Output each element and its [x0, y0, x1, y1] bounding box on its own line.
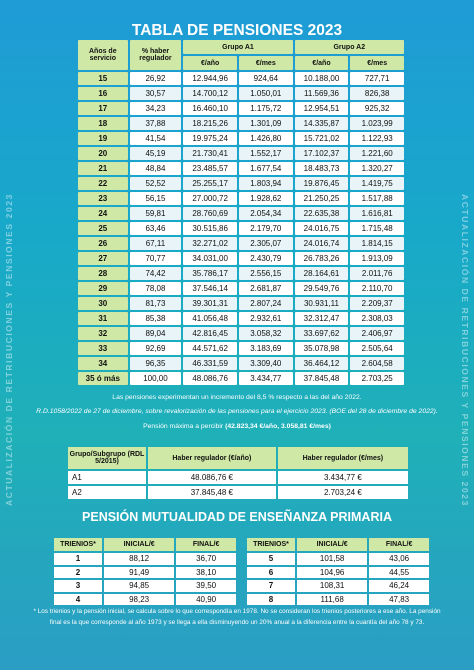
cell-trienio: 6	[247, 567, 295, 579]
cell-a2-month: 2.406,97	[350, 327, 404, 340]
cell-a2-year: 36.464,12	[295, 357, 349, 370]
header-monthly: Haber regulador (€/mes)	[278, 447, 408, 469]
cell-years: 35 ó más	[78, 372, 128, 385]
cell-percent: 85,38	[130, 312, 182, 325]
cell-years: 18	[78, 117, 128, 130]
side-banner-left: ACTUALIZACIÓN DE RETRIBUCIONES Y PENSIONES 2023	[4, 193, 14, 507]
cell-percent: 70,77	[130, 252, 182, 265]
cell-a1-month: 3.309,40	[239, 357, 293, 370]
cell-a2-month: 1.221,60	[350, 147, 404, 160]
cell-percent: 92,69	[130, 342, 182, 355]
side-banner-right: ACTUALIZACIÓN DE RETRIBUCIONES Y PENSIONES 2023	[460, 193, 470, 507]
cell-a2-month: 2.209,37	[350, 297, 404, 310]
cell-a1-month: 2.807,24	[239, 297, 293, 310]
table-row	[78, 207, 404, 220]
table-row	[78, 72, 404, 85]
cell-a1-year: 37.546,14	[183, 282, 237, 295]
cell-years: 29	[78, 282, 128, 295]
cell-a1-year: 44.571,62	[183, 342, 237, 355]
trienios-table-left	[52, 536, 238, 607]
cell-years: 20	[78, 147, 128, 160]
cell-a2-month: 2.110,70	[350, 282, 404, 295]
table-row	[78, 222, 404, 235]
cell-inicial: 101,58	[297, 553, 367, 565]
table-row	[78, 132, 404, 145]
header-group: Grupo/Subgrupo (RDL 5/2015)	[68, 447, 146, 469]
cell-final: 44,55	[369, 567, 429, 579]
table-row	[247, 553, 429, 565]
table-row	[78, 297, 404, 310]
table-row	[78, 102, 404, 115]
cell-inicial: 98,23	[104, 594, 174, 606]
cell-trienio: 7	[247, 580, 295, 592]
cell-a1-year: 34.031,00	[183, 252, 237, 265]
table-row	[78, 117, 404, 130]
cell-inicial: 91,49	[104, 567, 174, 579]
cell-a1-month: 1.552,17	[239, 147, 293, 160]
table-row	[78, 147, 404, 160]
note-max-label: Pensión máxima a percibir	[143, 423, 224, 430]
cell-a1-year: 32.271,02	[183, 237, 237, 250]
cell-yearly: 48.086,76 €	[148, 471, 276, 484]
cell-a2-month: 826,38	[350, 87, 404, 100]
table-row	[78, 342, 404, 355]
cell-a2-year: 17.102,37	[295, 147, 349, 160]
cell-a2-year: 24.016,74	[295, 237, 349, 250]
table-row	[78, 372, 404, 385]
cell-a1-year: 35.786,17	[183, 267, 237, 280]
cell-percent: 30,57	[130, 87, 182, 100]
cell-final: 39,50	[176, 580, 236, 592]
cell-final: 38,10	[176, 567, 236, 579]
cell-a2-month: 1.023,99	[350, 117, 404, 130]
cell-final: 46,24	[369, 580, 429, 592]
cell-a1-year: 19.975,24	[183, 132, 237, 145]
cell-a2-year: 33.697,62	[295, 327, 349, 340]
cell-a1-year: 46.331,59	[183, 357, 237, 370]
cell-a1-year: 12.944,96	[183, 72, 237, 85]
cell-a1-month: 1.426,80	[239, 132, 293, 145]
note-max-pension	[0, 423, 474, 430]
cell-a2-year: 30.931,11	[295, 297, 349, 310]
cell-a2-month: 1.814,15	[350, 237, 404, 250]
table-row	[78, 237, 404, 250]
cell-a1-year: 16.460,10	[183, 102, 237, 115]
regulator-table	[66, 445, 410, 501]
cell-years: 22	[78, 177, 128, 190]
cell-years: 23	[78, 192, 128, 205]
table-row	[78, 312, 404, 325]
table-row	[54, 594, 236, 606]
cell-a1-year: 25.255,17	[183, 177, 237, 190]
cell-years: 15	[78, 72, 128, 85]
cell-a2-month: 2.703,25	[350, 372, 404, 385]
cell-a1-month: 2.430,79	[239, 252, 293, 265]
cell-percent: 67,11	[130, 237, 182, 250]
cell-a2-year: 18.483,73	[295, 162, 349, 175]
cell-yearly: 37.845,48 €	[148, 486, 276, 499]
cell-a2-year: 26.783,26	[295, 252, 349, 265]
trienios-table-right	[245, 536, 431, 607]
cell-monthly: 2.703,24 €	[278, 486, 408, 499]
cell-trienio: 2	[54, 567, 102, 579]
cell-a1-year: 48.086,76	[183, 372, 237, 385]
cell-a2-year: 21.250,25	[295, 192, 349, 205]
header-years: Años de servicio	[78, 40, 128, 70]
cell-a1-month: 1.928,62	[239, 192, 293, 205]
cell-a2-month: 2.505,64	[350, 342, 404, 355]
table-row	[54, 553, 236, 565]
regulator-table-body	[68, 471, 408, 499]
cell-a1-year: 27.000,72	[183, 192, 237, 205]
cell-percent: 56,15	[130, 192, 182, 205]
cell-a1-month: 2.054,34	[239, 207, 293, 220]
table-row	[78, 87, 404, 100]
cell-a1-month: 1.803,94	[239, 177, 293, 190]
cell-a2-year: 22.635,38	[295, 207, 349, 220]
cell-inicial: 104,96	[297, 567, 367, 579]
cell-trienio: 5	[247, 553, 295, 565]
cell-a1-month: 2.179,70	[239, 222, 293, 235]
cell-a2-year: 32.312,47	[295, 312, 349, 325]
header-a2-month: €/mes	[350, 56, 404, 70]
header-a1-month: €/mes	[239, 56, 293, 70]
cell-a1-year: 41.056,48	[183, 312, 237, 325]
table-row	[78, 327, 404, 340]
cell-a1-month: 1.677,54	[239, 162, 293, 175]
cell-years: 26	[78, 237, 128, 250]
cell-final: 47,83	[369, 594, 429, 606]
table-row	[78, 162, 404, 175]
cell-a2-year: 11.569,36	[295, 87, 349, 100]
cell-a1-month: 3.434,77	[239, 372, 293, 385]
page-title: TABLA DE PENSIONES 2023	[131, 22, 343, 39]
cell-percent: 34,23	[130, 102, 182, 115]
cell-final: 43,06	[369, 553, 429, 565]
cell-inicial: 108,31	[297, 580, 367, 592]
cell-a2-month: 1.122,93	[350, 132, 404, 145]
cell-a2-month: 2.308,03	[350, 312, 404, 325]
cell-a2-month: 1.616,81	[350, 207, 404, 220]
table-row	[78, 192, 404, 205]
cell-a1-month: 2.305,07	[239, 237, 293, 250]
cell-percent: 52,52	[130, 177, 182, 190]
cell-a2-year: 24.016,75	[295, 222, 349, 235]
table-row	[68, 471, 408, 484]
cell-a2-year: 35.078,98	[295, 342, 349, 355]
header-group-a1: Grupo A1	[183, 40, 292, 54]
table-row	[68, 486, 408, 499]
cell-a2-year: 12.954,51	[295, 102, 349, 115]
table-row	[247, 567, 429, 579]
cell-a2-year: 29.549,76	[295, 282, 349, 295]
cell-a1-month: 1.050,01	[239, 87, 293, 100]
cell-a2-month: 2.011,76	[350, 267, 404, 280]
header-final: FINAL/€	[369, 538, 429, 551]
cell-years: 32	[78, 327, 128, 340]
table-row	[78, 282, 404, 295]
mutualidad-title: PENSIÓN MUTUALIDAD DE ENSEÑANZA PRIMARIA	[82, 510, 392, 524]
pension-table	[76, 38, 406, 387]
cell-group: A1	[68, 471, 146, 484]
cell-a1-year: 18.215,26	[183, 117, 237, 130]
cell-a1-year: 42.816,45	[183, 327, 237, 340]
trienios-right-body	[247, 553, 429, 605]
header-final: FINAL/€	[176, 538, 236, 551]
header-trienios: TRIENIOS*	[54, 538, 102, 551]
header-inicial: INICIAL/€	[104, 538, 174, 551]
cell-percent: 37,88	[130, 117, 182, 130]
header-yearly: Haber regulador (€/año)	[148, 447, 276, 469]
note-decree: R.D.1058/2022 de 27 de diciembre, sobre revalorización de las pensiones para el ejercicio 2023. (BOE del 28 de diciembre de 2022).	[36, 408, 438, 415]
cell-a1-month: 3.058,32	[239, 327, 293, 340]
cell-years: 25	[78, 222, 128, 235]
cell-inicial: 94,85	[104, 580, 174, 592]
footnote: * Los trienios y la pensión inicial, se calcula sobre lo que correspondía en 1978. No se consideran los trienios posteriores a ese año. La pensión final es la que corresponde al año 1973 y se llega a ella disminuyendo un 20% anual a la diferencia entre la cuantía del año 78 y 73.	[33, 608, 441, 626]
cell-a2-month: 1.913,09	[350, 252, 404, 265]
cell-years: 17	[78, 102, 128, 115]
cell-percent: 74,42	[130, 267, 182, 280]
cell-trienio: 8	[247, 594, 295, 606]
cell-percent: 26,92	[130, 72, 182, 85]
cell-percent: 89,04	[130, 327, 182, 340]
cell-percent: 78,08	[130, 282, 182, 295]
cell-percent: 96,35	[130, 357, 182, 370]
trienios-left-body	[54, 553, 236, 605]
cell-percent: 45,19	[130, 147, 182, 160]
cell-years: 19	[78, 132, 128, 145]
cell-years: 16	[78, 87, 128, 100]
cell-years: 30	[78, 297, 128, 310]
header-inicial: INICIAL/€	[297, 538, 367, 551]
note-increase: Las pensiones experimentan un incremento del 8,5 % respecto a las del año 2022.	[112, 394, 362, 401]
cell-years: 24	[78, 207, 128, 220]
cell-a2-month: 925,32	[350, 102, 404, 115]
cell-a2-year: 28.164,61	[295, 267, 349, 280]
cell-final: 40,90	[176, 594, 236, 606]
cell-inicial: 111,68	[297, 594, 367, 606]
cell-a2-month: 727,71	[350, 72, 404, 85]
cell-percent: 48,84	[130, 162, 182, 175]
cell-a1-year: 21.730,41	[183, 147, 237, 160]
cell-percent: 81,73	[130, 297, 182, 310]
cell-trienio: 4	[54, 594, 102, 606]
cell-a1-year: 23.485,57	[183, 162, 237, 175]
table-row	[247, 580, 429, 592]
cell-final: 36,70	[176, 553, 236, 565]
cell-a1-year: 39.301,31	[183, 297, 237, 310]
cell-a2-year: 15.721,02	[295, 132, 349, 145]
cell-group: A2	[68, 486, 146, 499]
cell-a2-year: 37.845,48	[295, 372, 349, 385]
header-a2-year: €/año	[295, 56, 349, 70]
cell-a1-month: 1.301,09	[239, 117, 293, 130]
cell-a1-month: 2.681,87	[239, 282, 293, 295]
cell-percent: 100,00	[130, 372, 182, 385]
cell-trienio: 3	[54, 580, 102, 592]
table-row	[54, 580, 236, 592]
table-row	[78, 177, 404, 190]
cell-a2-month: 2.604,58	[350, 357, 404, 370]
cell-a1-year: 28.760,69	[183, 207, 237, 220]
table-row	[78, 357, 404, 370]
note-max-value: (42.823,34 €/año, 3.058,81 €/mes)	[225, 423, 331, 430]
cell-years: 34	[78, 357, 128, 370]
header-group-a2: Grupo A2	[295, 40, 404, 54]
cell-a2-month: 1.715,48	[350, 222, 404, 235]
table-row	[247, 594, 429, 606]
cell-a1-month: 2.932,61	[239, 312, 293, 325]
header-trienios: TRIENIOS*	[247, 538, 295, 551]
cell-years: 28	[78, 267, 128, 280]
cell-percent: 41,54	[130, 132, 182, 145]
cell-a2-year: 14.335,87	[295, 117, 349, 130]
cell-trienio: 1	[54, 553, 102, 565]
cell-a2-month: 1.419,75	[350, 177, 404, 190]
cell-a2-month: 1.320,27	[350, 162, 404, 175]
cell-years: 27	[78, 252, 128, 265]
table-row	[78, 252, 404, 265]
cell-monthly: 3.434,77 €	[278, 471, 408, 484]
cell-a1-month: 2.556,15	[239, 267, 293, 280]
cell-a1-month: 924,64	[239, 72, 293, 85]
cell-a2-year: 19.876,45	[295, 177, 349, 190]
cell-a1-month: 1.175,72	[239, 102, 293, 115]
cell-percent: 59,81	[130, 207, 182, 220]
cell-a1-month: 3.183,69	[239, 342, 293, 355]
cell-a2-month: 1.517,88	[350, 192, 404, 205]
cell-a2-year: 10.188,00	[295, 72, 349, 85]
cell-inicial: 88,12	[104, 553, 174, 565]
header-a1-year: €/año	[183, 56, 237, 70]
cell-percent: 63,46	[130, 222, 182, 235]
cell-a1-year: 30.515,86	[183, 222, 237, 235]
cell-years: 21	[78, 162, 128, 175]
table-row	[54, 567, 236, 579]
cell-years: 31	[78, 312, 128, 325]
cell-years: 33	[78, 342, 128, 355]
cell-a1-year: 14.700,12	[183, 87, 237, 100]
pension-table-body	[78, 72, 404, 385]
header-percent: % haber regulador	[130, 40, 182, 70]
table-row	[78, 267, 404, 280]
